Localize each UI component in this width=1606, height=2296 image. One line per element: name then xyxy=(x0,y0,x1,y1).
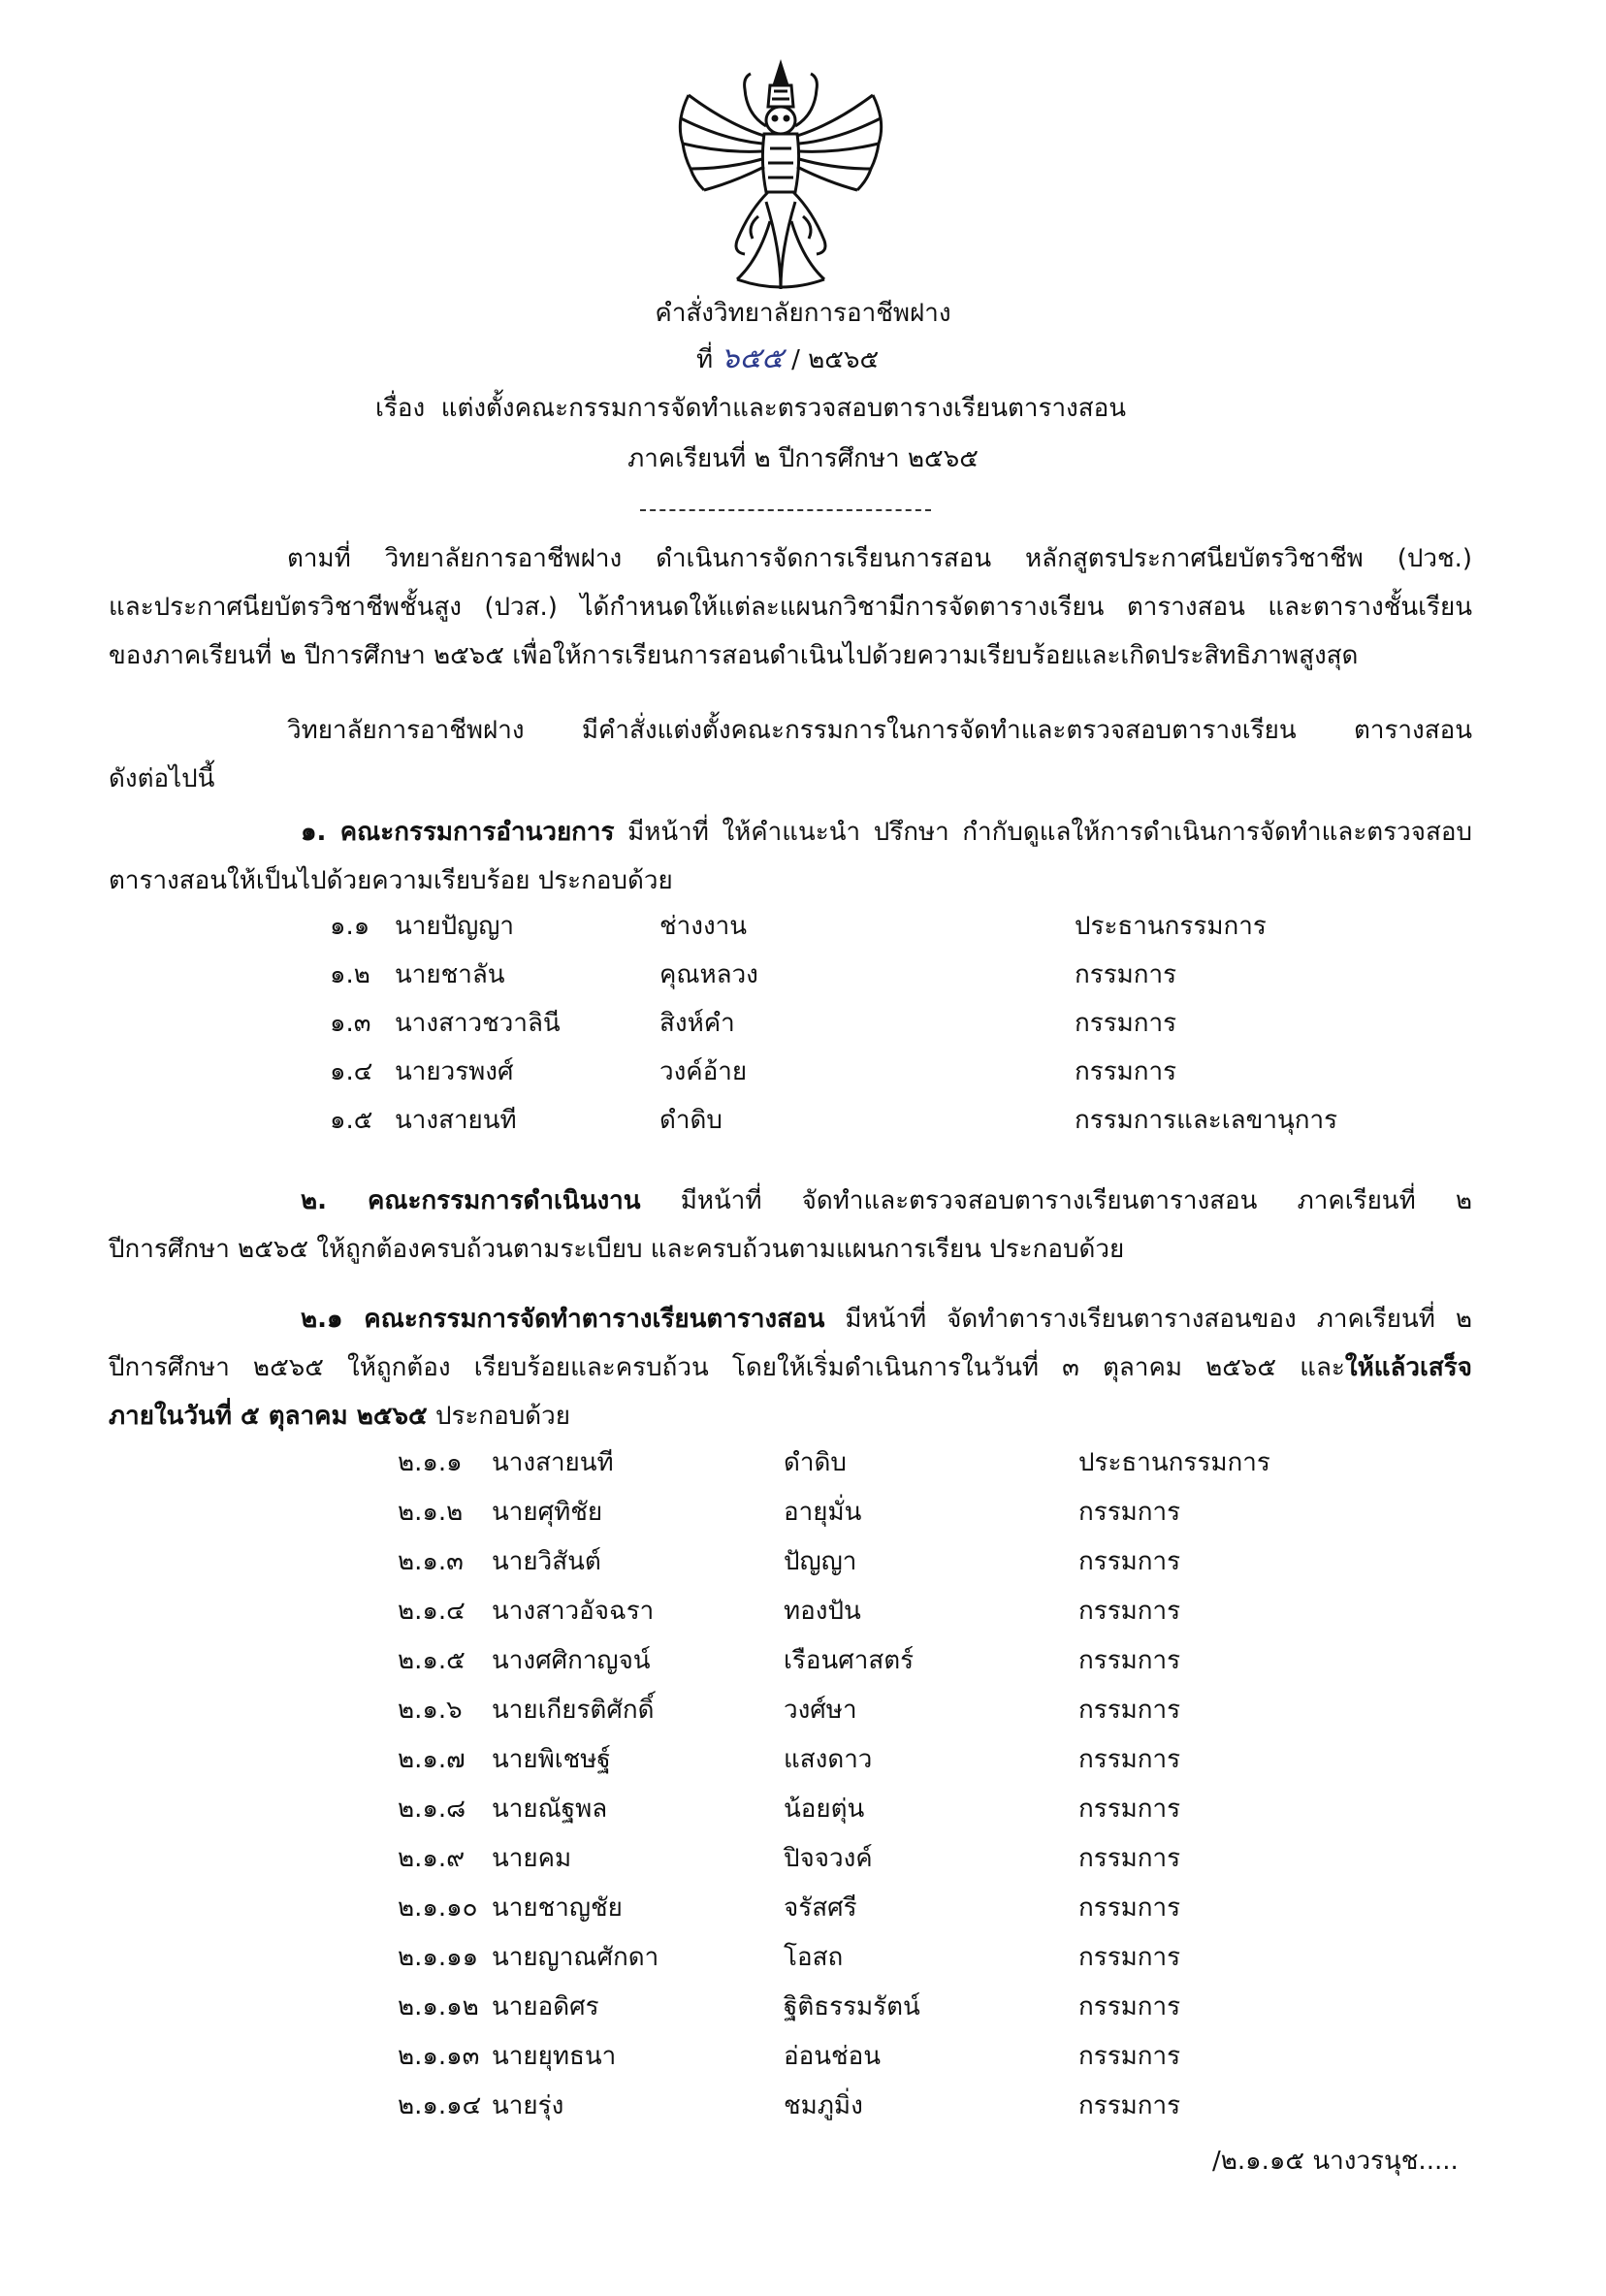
section1-heading: ๑. คณะกรรมการอำนวยการ xyxy=(301,818,615,847)
member-role: ประธานกรรมการ xyxy=(1078,1448,1270,1477)
intro-p1-line-1: ตามที่ วิทยาลัยการอาชีพฝาง ดำเนินการจัดการเรียนการสอน หลักสูตรประกาศนียบัตรวิชาชีพ (ปวช.) xyxy=(287,544,1472,573)
member-name: นายวรพงศ์ xyxy=(395,1057,514,1086)
section1-line1-rest: มีหน้าที่ ให้คำแนะนำ ปรึกษา กำกับดูแลให้การดำเนินการจัดทำและตรวจสอบ xyxy=(627,818,1472,847)
order-number-suffix: / ๒๕๖๕ xyxy=(791,345,880,374)
member-number: ๒.๑.๘ xyxy=(398,1795,466,1824)
member-role: กรรมการ xyxy=(1078,1893,1181,1923)
member-surname: วงค์อ้าย xyxy=(659,1057,748,1086)
member-name: นางศศิกาญจน์ xyxy=(492,1646,651,1675)
member-surname: ปิจจวงค์ xyxy=(784,1844,873,1873)
section21-line3-plain: ประกอบด้วย xyxy=(435,1402,571,1431)
intro-p2-line-1: วิทยาลัยการอาชีพฝาง มีคำสั่งแต่งตั้งคณะกรรมการในการจัดทำและตรวจสอบตารางเรียน ตารางสอน xyxy=(287,716,1472,745)
member-number: ๒.๑.๖ xyxy=(398,1696,463,1725)
member-role: กรรมการ xyxy=(1078,1646,1181,1675)
continuation-note: /๒.๑.๑๕ นางวรนุช..... xyxy=(1212,2147,1459,2176)
member-name: นายปัญญา xyxy=(395,912,515,941)
member-surname: ดำดิบ xyxy=(659,1106,723,1135)
member-number: ๑.๕ xyxy=(330,1106,373,1135)
order-number-handwritten: ๖๕๕ xyxy=(721,341,784,375)
member-number: ๒.๑.๑๑ xyxy=(398,1943,479,1972)
order-number-line xyxy=(696,341,879,377)
order-number-prefix: ที่ xyxy=(696,345,714,374)
member-role: กรรมการ xyxy=(1078,1498,1181,1527)
member-name: นายชาญชัย xyxy=(492,1893,623,1923)
member-number: ๑.๒ xyxy=(330,960,370,989)
member-name: นายอดิศร xyxy=(492,1992,599,2021)
member-surname: สิงห์คำ xyxy=(659,1009,735,1038)
member-number: ๑.๑ xyxy=(330,912,370,941)
section21-line3-bold: ภายในวันที่ ๕ ตุลาคม ๒๕๖๕ xyxy=(109,1402,428,1431)
member-number: ๒.๑.๕ xyxy=(398,1646,466,1675)
member-name: นายพิเชษฐ์ xyxy=(492,1745,611,1774)
member-number: ๒.๑.๑๐ xyxy=(398,1893,478,1923)
member-surname: ฐิติธรรมรัตน์ xyxy=(784,1992,920,2021)
member-role: กรรมการ xyxy=(1078,2042,1181,2071)
member-surname: แสงดาว xyxy=(784,1745,873,1774)
member-surname: ปัญญา xyxy=(784,1547,857,1576)
section2-heading: ๒. คณะกรรมการดำเนินงาน xyxy=(301,1186,641,1215)
member-name: นายศุทิชัย xyxy=(492,1498,603,1527)
member-number: ๒.๑.๗ xyxy=(398,1745,466,1774)
member-surname: ชมภูมิ่ง xyxy=(784,2091,863,2120)
section21-line-3 xyxy=(109,1399,1472,1434)
section21-line-1 xyxy=(301,1302,1472,1337)
member-name: นายคม xyxy=(492,1844,572,1873)
member-name: นางสายนที xyxy=(492,1448,614,1477)
member-name: นายณัฐพล xyxy=(492,1795,608,1824)
member-surname: คุณหลวง xyxy=(659,960,758,989)
issuer-line: คำสั่งวิทยาลัยการอาชีพฝาง xyxy=(655,299,951,328)
section21-line2-plain: ปีการศึกษา ๒๕๖๕ ให้ถูกต้อง เรียบร้อยและครบถ้วน โดยให้เริ่มดำเนินการในวันที่ ๓ ตุลาคม ๒๕๖๕ และ xyxy=(109,1353,1345,1382)
member-role: กรรมการ xyxy=(1078,1795,1181,1824)
member-number: ๒.๑.๒ xyxy=(398,1498,464,1527)
member-number: ๒.๑.๑๓ xyxy=(398,2042,480,2071)
member-name: นางสายนที xyxy=(395,1106,517,1135)
member-name: นายรุ่ง xyxy=(492,2091,564,2120)
section1-line-2: ตารางสอนให้เป็นไปด้วยความเรียบร้อย ประกอบด้วย xyxy=(109,866,673,895)
member-surname: เรือนศาสตร์ xyxy=(784,1646,915,1675)
member-number: ๒.๑.๙ xyxy=(398,1844,466,1873)
member-role: กรรมการ xyxy=(1078,2091,1181,2120)
member-number: ๒.๑.๑๔ xyxy=(398,2091,482,2120)
member-role: กรรมการและเลขานุการ xyxy=(1075,1106,1338,1135)
member-number: ๑.๓ xyxy=(330,1009,371,1038)
section21-line2-bold: ให้แล้วเสร็จ xyxy=(1344,1353,1472,1382)
member-surname: โอสถ xyxy=(784,1943,844,1972)
member-number: ๒.๑.๑ xyxy=(398,1448,463,1477)
member-role: กรรมการ xyxy=(1078,1745,1181,1774)
section2-line-2: ปีการศึกษา ๒๕๖๕ ให้ถูกต้องครบถ้วนตามระเบียบ และครบถ้วนตามแผนการเรียน ประกอบด้วย xyxy=(109,1235,1125,1264)
subject-line-2: ภาคเรียนที่ ๒ ปีการศึกษา ๒๕๖๕ xyxy=(627,444,979,473)
member-role: กรรมการ xyxy=(1075,1009,1177,1038)
member-number: ๒.๑.๔ xyxy=(398,1597,466,1626)
section2-line1-rest: มีหน้าที่ จัดทำและตรวจสอบตารางเรียนตารางสอน ภาคเรียนที่ ๒ xyxy=(680,1186,1473,1215)
member-role: กรรมการ xyxy=(1075,960,1177,989)
member-role: กรรมการ xyxy=(1078,1547,1181,1576)
member-name: นายยุทธนา xyxy=(492,2042,617,2071)
member-name: นายชาลัน xyxy=(395,960,505,989)
member-role: ประธานกรรมการ xyxy=(1075,912,1267,941)
section21-line-2 xyxy=(109,1350,1472,1385)
member-role: กรรมการ xyxy=(1078,1844,1181,1873)
member-role: กรรมการ xyxy=(1078,1696,1181,1725)
subject-line xyxy=(375,391,1126,426)
member-surname: น้อยตุ่น xyxy=(784,1795,865,1824)
subject-text: แต่งตั้งคณะกรรมการจัดทำและตรวจสอบตารางเรียนตารางสอน xyxy=(440,394,1127,423)
member-role: กรรมการ xyxy=(1078,1943,1181,1972)
member-surname: ทองปัน xyxy=(784,1597,861,1626)
header-divider xyxy=(640,509,931,511)
member-surname: อ่อนช่อน xyxy=(784,2042,882,2071)
intro-p1-line-3: ของภาคเรียนที่ ๒ ปีการศึกษา ๒๕๖๕ เพื่อให้การเรียนการสอนดำเนินไปด้วยความเรียบร้อยและเกิดประสิทธิภาพสูงสุด xyxy=(109,641,1359,670)
intro-p2-line-2: ดังต่อไปนี้ xyxy=(109,764,215,793)
member-number: ๑.๔ xyxy=(330,1057,373,1086)
section21-line1-rest: มีหน้าที่ จัดทำตารางเรียนตารางสอนของ ภาคเรียนที่ ๒ xyxy=(845,1305,1473,1334)
member-name: นายวิสันต์ xyxy=(492,1547,601,1576)
member-name: นายญาณศักดา xyxy=(492,1943,659,1972)
section1-line-1 xyxy=(301,815,1472,850)
member-name: นางสาวชวาลินี xyxy=(395,1009,561,1038)
section2-line-1 xyxy=(301,1183,1472,1218)
section21-heading: ๒.๑ คณะกรรมการจัดทำตารางเรียนตารางสอน xyxy=(301,1305,825,1334)
member-surname: ช่างงาน xyxy=(659,912,748,941)
member-number: ๒.๑.๓ xyxy=(398,1547,464,1576)
subject-prefix: เรื่อง xyxy=(375,394,426,423)
intro-p1-line-2: และประกาศนียบัตรวิชาชีพชั้นสูง (ปวส.) ได้กำหนดให้แต่ละแผนกวิชามีการจัดตารางเรียน ตารางสอน และตารางชั้นเรียน xyxy=(109,593,1472,622)
member-role: กรรมการ xyxy=(1078,1597,1181,1626)
member-surname: จรัสศรี xyxy=(784,1893,857,1923)
member-number: ๒.๑.๑๒ xyxy=(398,1992,479,2021)
member-role: กรรมการ xyxy=(1078,1992,1181,2021)
garuda-emblem-icon xyxy=(669,56,892,299)
member-surname: ดำดิบ xyxy=(784,1448,847,1477)
member-name: นางสาวอัจฉรา xyxy=(492,1597,655,1626)
member-surname: อายุมั่น xyxy=(784,1498,862,1527)
member-surname: วงศ์ษา xyxy=(784,1696,857,1725)
member-name: นายเกียรติศักดิ์ xyxy=(492,1696,655,1725)
member-role: กรรมการ xyxy=(1075,1057,1177,1086)
